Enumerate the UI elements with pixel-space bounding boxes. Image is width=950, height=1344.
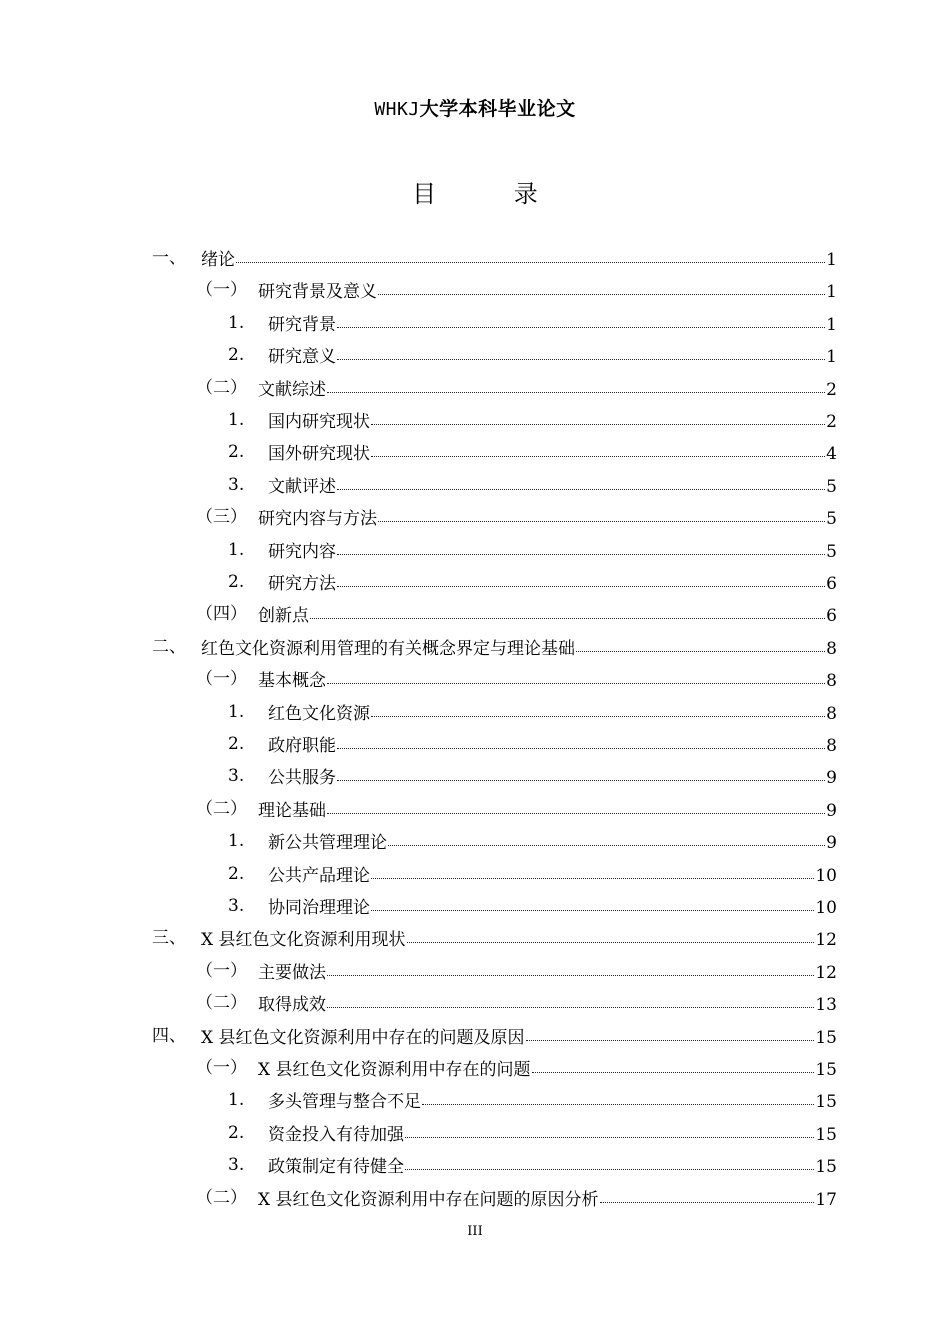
toc-dot-leader: [600, 1184, 815, 1203]
toc-entry-label: 公共产品理论: [268, 865, 370, 886]
toc-entry-number: （一）: [196, 280, 247, 301]
toc-entry-number: （一）: [196, 960, 247, 981]
toc-entry-page: 9: [826, 833, 837, 854]
toc-entry-number: 三、: [152, 928, 186, 949]
toc-dot-leader: [310, 600, 825, 619]
toc-dot-leader: [371, 698, 825, 717]
toc-entry-number: （二）: [196, 798, 247, 819]
toc-dot-leader: [371, 860, 814, 879]
toc-entry-number: （二）: [196, 1187, 247, 1208]
toc-entry-page: 13: [815, 995, 837, 1016]
toc-entry[interactable]: [0, 311, 950, 335]
toc-entry-label: 研究内容: [268, 541, 336, 562]
toc-entry-label: 理论基础: [258, 800, 326, 821]
header-cjk-text: 大学本科毕业论文: [419, 98, 576, 120]
toc-entry-page: 5: [826, 476, 837, 497]
toc-entry[interactable]: [0, 797, 950, 821]
toc-entry-page: 15: [815, 1027, 837, 1048]
toc-entry-page: 6: [826, 574, 837, 594]
toc-entry-page: 1: [826, 347, 837, 368]
toc-entry-label: X 县红色文化资源利用中存在问题的原因分析: [258, 1189, 599, 1210]
toc-dot-leader: [378, 503, 825, 522]
toc-dot-leader: [407, 924, 815, 943]
toc-dot-leader: [378, 276, 825, 295]
toc-title: [0, 174, 950, 209]
toc-entry-number: 2.: [228, 572, 245, 592]
toc-entry-page: 17: [815, 1189, 837, 1210]
toc-dot-leader: [371, 438, 825, 457]
toc-entry-number: 3.: [228, 766, 245, 787]
toc-entry-label: 研究意义: [268, 347, 336, 368]
toc-entry-number: （一）: [196, 1058, 247, 1078]
toc-entry-label: 红色文化资源利用管理的有关概念界定与理论基础: [201, 638, 575, 659]
toc-entry-label: X 县红色文化资源利用中存在的问题: [258, 1060, 531, 1080]
page-number: III: [467, 1224, 483, 1239]
toc-entry-page: 10: [815, 865, 837, 886]
toc-entry-number: 2.: [228, 442, 245, 463]
toc-entry[interactable]: [0, 1024, 950, 1048]
toc-entry[interactable]: [0, 1186, 950, 1210]
toc-entry-label: 国内研究现状: [268, 412, 370, 432]
toc-entry-page: 2: [826, 412, 837, 432]
toc-dot-leader: [337, 730, 825, 749]
toc-entry-label: 公共服务: [268, 768, 336, 789]
toc-entry-label: 取得成效: [258, 995, 326, 1016]
toc-entry-page: 2: [826, 379, 837, 400]
toc-entry-number: （二）: [196, 993, 247, 1014]
toc-dot-leader: [532, 1054, 815, 1073]
toc-entry-page: 8: [826, 736, 837, 756]
toc-dot-leader: [405, 1119, 814, 1138]
toc-entry-page: 12: [815, 962, 837, 983]
toc-entry-page: 15: [815, 1124, 837, 1145]
toc-entry[interactable]: [0, 991, 950, 1015]
toc-entry-number: 1.: [228, 410, 245, 430]
toc-entry[interactable]: [0, 1088, 950, 1112]
toc-entry-page: 8: [826, 703, 837, 724]
toc-entry-number: 3.: [228, 1155, 245, 1176]
toc-entry-number: 2.: [228, 863, 245, 884]
toc-entry-page: 9: [826, 768, 837, 789]
toc-entry-label: 红色文化资源: [268, 703, 370, 724]
toc-dot-leader: [327, 957, 814, 976]
toc-entry-page: 12: [815, 930, 837, 951]
toc-entry-number: （一）: [196, 669, 247, 690]
toc-entry[interactable]: [0, 343, 950, 367]
toc-entry-number: 1.: [228, 1090, 245, 1111]
toc-dot-leader: [337, 341, 825, 360]
toc-entry[interactable]: [0, 732, 950, 756]
toc-entry-label: X 县红色文化资源利用现状: [201, 930, 406, 951]
toc-entry-page: 8: [826, 671, 837, 692]
toc-entry-page: 1: [826, 282, 837, 303]
toc-entry-number: 3.: [228, 474, 245, 495]
toc-dot-leader: [526, 1022, 815, 1041]
toc-dot-leader: [405, 1151, 814, 1170]
toc-entry[interactable]: [0, 505, 950, 529]
toc-entry-label: 绪论: [201, 250, 235, 270]
toc-entry-label: 国外研究现状: [268, 444, 370, 465]
toc-dot-leader: [371, 406, 825, 425]
toc-entry[interactable]: [0, 376, 950, 400]
toc-dot-leader: [388, 827, 825, 846]
toc-dot-leader: [327, 795, 825, 814]
toc-dot-leader: [337, 536, 825, 555]
toc-entry[interactable]: [0, 440, 950, 464]
toc-entry-number: 二、: [152, 636, 186, 657]
toc-entry-page: 5: [826, 509, 837, 530]
toc-entry[interactable]: [0, 570, 950, 594]
toc-entry-page: 8: [826, 638, 837, 659]
toc-entry-label: 文献综述: [258, 379, 326, 400]
toc-dot-leader: [422, 1086, 814, 1105]
toc-entry-number: （三）: [196, 507, 247, 528]
toc-entry[interactable]: [0, 278, 950, 302]
toc-entry-page: 1: [826, 250, 837, 270]
toc-entry-number: 1.: [228, 831, 245, 852]
toc-entry-label: 资金投入有待加强: [268, 1124, 404, 1145]
toc-entry-label: X 县红色文化资源利用中存在的问题及原因: [201, 1027, 525, 1048]
toc-dot-leader: [337, 568, 825, 587]
toc-entry[interactable]: [0, 829, 950, 853]
toc-entry-page: 15: [815, 1092, 837, 1113]
toc-entry-label: 研究背景: [268, 314, 336, 335]
toc-entry[interactable]: [0, 1056, 950, 1080]
toc-dot-leader: [371, 892, 814, 911]
toc-entry[interactable]: [0, 1121, 950, 1145]
toc-entry[interactable]: [0, 926, 950, 950]
toc-entry[interactable]: [0, 408, 950, 432]
toc-entry-label: 主要做法: [258, 962, 326, 983]
toc-dot-leader: [327, 665, 825, 684]
toc-entry-number: 3.: [228, 896, 245, 916]
toc-entry-number: 2.: [228, 734, 245, 754]
toc-entry-label: 创新点: [258, 606, 309, 627]
toc-dot-leader: [576, 633, 825, 652]
toc-entry-label: 政府职能: [268, 736, 336, 756]
toc-entry[interactable]: [0, 538, 950, 562]
toc-entry-label: 政策制定有待健全: [268, 1157, 404, 1178]
toc-entry-page: 5: [826, 541, 837, 562]
toc-entry[interactable]: [0, 635, 950, 659]
toc-entry-number: （四）: [196, 604, 247, 625]
toc-dot-leader: [236, 244, 825, 263]
toc-entry[interactable]: [0, 667, 950, 691]
toc-entry-page: 9: [826, 800, 837, 821]
header-latin-text: WHKJ: [374, 99, 420, 120]
toc-entry[interactable]: [0, 246, 950, 270]
toc-entry-label: 基本概念: [258, 671, 326, 692]
toc-entry-label: 文献评述: [268, 476, 336, 497]
toc-dot-leader: [337, 309, 825, 328]
toc-entry[interactable]: [0, 700, 950, 724]
toc-entry-number: （二）: [196, 377, 247, 398]
toc-entry[interactable]: [0, 473, 950, 497]
toc-entry-number: 1.: [228, 701, 245, 722]
toc-dot-leader: [327, 989, 814, 1008]
toc-entry[interactable]: [0, 862, 950, 886]
toc-entry-number: 1.: [228, 312, 245, 333]
toc-entry-page: 6: [826, 606, 837, 627]
toc-entry-label: 多头管理与整合不足: [268, 1092, 421, 1113]
toc-entry[interactable]: [0, 1153, 950, 1177]
toc-entry-number: 1.: [228, 539, 245, 560]
toc-entry-label: 协同治理理论: [268, 898, 370, 918]
toc-entry[interactable]: [0, 602, 950, 626]
toc-entry-label: 研究方法: [268, 574, 336, 594]
toc-entry-number: 2.: [228, 345, 245, 366]
toc-entry[interactable]: [0, 959, 950, 983]
toc-entry-number: 一、: [152, 248, 186, 268]
document-header: [0, 94, 950, 121]
toc-entry-page: 15: [815, 1157, 837, 1178]
toc-entry-page: 1: [826, 314, 837, 335]
toc-dot-leader: [327, 374, 825, 393]
toc-dot-leader: [337, 471, 825, 490]
toc-entry-label: 研究内容与方法: [258, 509, 377, 530]
toc-entry-page: 15: [815, 1060, 837, 1080]
toc-entry-number: 2.: [228, 1122, 245, 1143]
toc-entry[interactable]: [0, 894, 950, 918]
toc-entry-page: 10: [815, 898, 837, 918]
toc-entry-page: 4: [826, 444, 837, 465]
toc-entry[interactable]: [0, 764, 950, 788]
toc-title-text: 目 录: [412, 180, 562, 208]
toc-dot-leader: [337, 762, 825, 781]
toc-entry-label: 新公共管理理论: [268, 833, 387, 854]
toc-entry-label: 研究背景及意义: [258, 282, 377, 303]
toc-entry-number: 四、: [152, 1025, 186, 1046]
